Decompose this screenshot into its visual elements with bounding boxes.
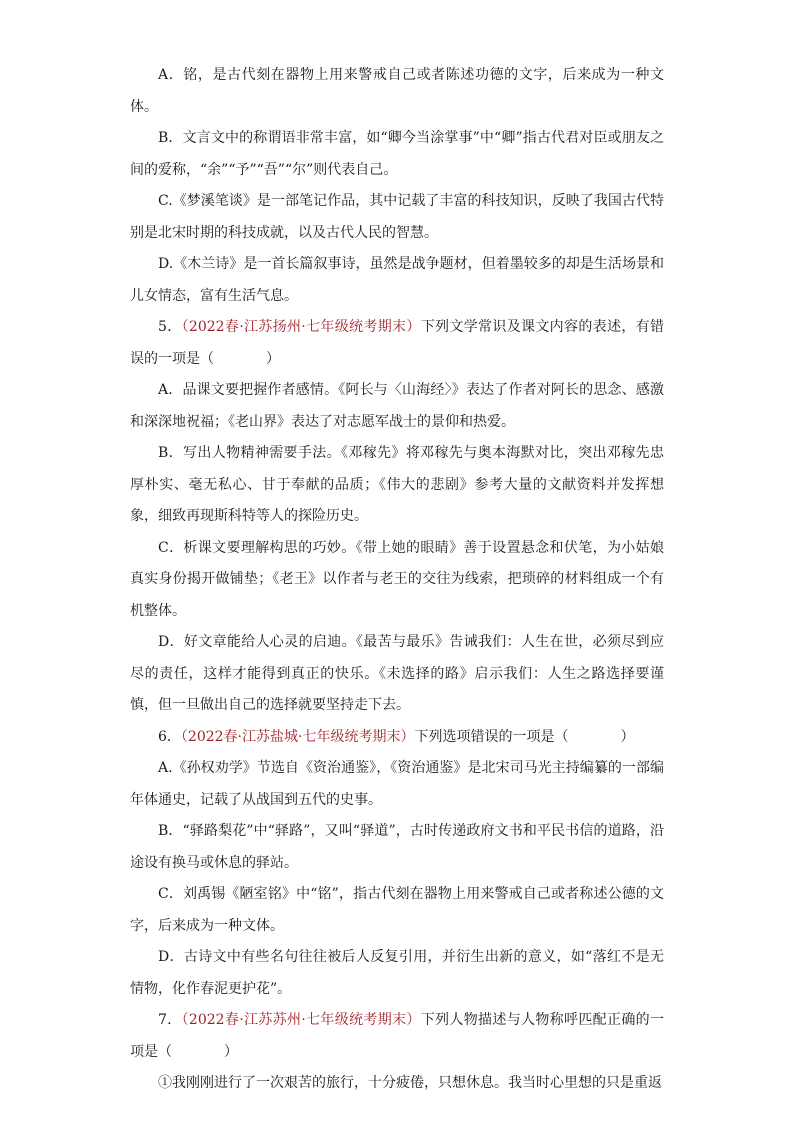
q5-close-paren: ）: [266, 350, 280, 367]
q4-option-d: D.《木兰诗》是一首长篇叙事诗，虽然是战争题材，但着墨较多的却是生活场景和儿女情态，富有生活气息。: [130, 256, 664, 304]
q5-stem: [130, 312, 664, 375]
q7-number: 7．: [158, 1012, 182, 1028]
q5-option-c: C．析课文要理解构思的巧妙。《带上她的眼睛》善于设置悬念和伏笔，为小姑娘真实身份揭开做铺垫；《老王》以作者与老王的交往为线索，把琐碎的材料组成一个有机整体。: [130, 539, 664, 619]
exam-page: [130, 60, 664, 1100]
q7-stem-text: 下列人物描述与人物称呼匹配正确的一项是（: [130, 1012, 664, 1060]
q5-stem-text: 下列文学常识及课文内容的表述，有错误的一项是（: [130, 319, 664, 367]
q4-option-a: A．铭，是古代刻在器物上用来警戒自己或者陈述功德的文字，后来成为一种文体。: [130, 67, 664, 115]
q7-item-1: ①我刚刚进行了一次艰苦的旅行，十分疲倦，只想休息。我当时心里想的只是重返: [158, 1075, 662, 1091]
q7-stem: [130, 1005, 664, 1068]
q6-option-b: B．“驿路梨花”中“驿路”，又叫“驿道”，古时传递政府文书和平民书信的道路，沿途设有换马或休息的驿站。: [130, 823, 664, 871]
q6-close-paren: ）: [620, 728, 635, 745]
q7-source: （2022春·江苏苏州·七年级统考期末）: [181, 1012, 421, 1028]
q5-source: （2022春·江苏扬州·七年级统考期末）: [181, 319, 421, 335]
q6-option-c: C．刘禹锡《陋室铭》中“铭”，指古代刻在器物上用来警戒自己或者称述公德的文字，后来成为一种文体。: [130, 886, 664, 934]
q6-number: 6．: [158, 728, 181, 745]
q5-number: 5．: [158, 319, 182, 335]
q6-option-d: D．古诗文中有些名句往往被后人反复引用，并衍生出新的意义，如“落红不是无情物，化作春泥更护花”。: [130, 949, 664, 997]
q5-option-a: A．品课文要把握作者感情。《阿长与〈山海经〉》表达了作者对阿长的思念、感激和深深地祝福；《老山界》表达了对志愿军战士的景仰和热爱。: [130, 382, 664, 430]
q6-option-a: A.《孙权劝学》节选自《资治通鉴》，《资治通鉴》是北宋司马光主持编纂的一部编年体通史，记载了从战国到五代的史事。: [130, 760, 664, 808]
q5-option-d: D．好文章能给人心灵的启迪。《最苦与最乐》告诫我们：人生在世，必须尽到应尽的责任，这样才能得到真正的快乐。《未选择的路》启示我们：人生之路选择要谨慎，但一旦做出自己的选择就要坚持走下去。: [130, 634, 664, 713]
q6-source: （2022春·江苏盐城·七年级统考期末）: [180, 728, 415, 745]
q7-close-paren: ）: [224, 1043, 238, 1060]
q6-stem: [130, 722, 664, 754]
q5-option-b: B．写出人物精神需要手法。《邓稼先》将邓稼先与奥本海默对比，突出邓稼先忠厚朴实、毫无私心、甘于奉献的品质；《伟大的悲剧》参考大量的文献资料并发挥想象，细致再现斯科特等人的探险历史。: [130, 445, 664, 524]
q4-option-c: C.《梦溪笔谈》是一部笔记作品，其中记载了丰富的科技知识，反映了我国古代特别是北宋时期的科技成就，以及古代人民的智慧。: [130, 193, 664, 241]
q6-stem-text: 下列选项错误的一项是（: [414, 728, 569, 745]
q4-option-b: B．文言文中的称谓语非常丰富，如“卿今当涂掌事”中“卿”指古代君对臣或朋友之间的爱称，“余”“予”“吾”“尔”则代表自己。: [130, 130, 664, 178]
